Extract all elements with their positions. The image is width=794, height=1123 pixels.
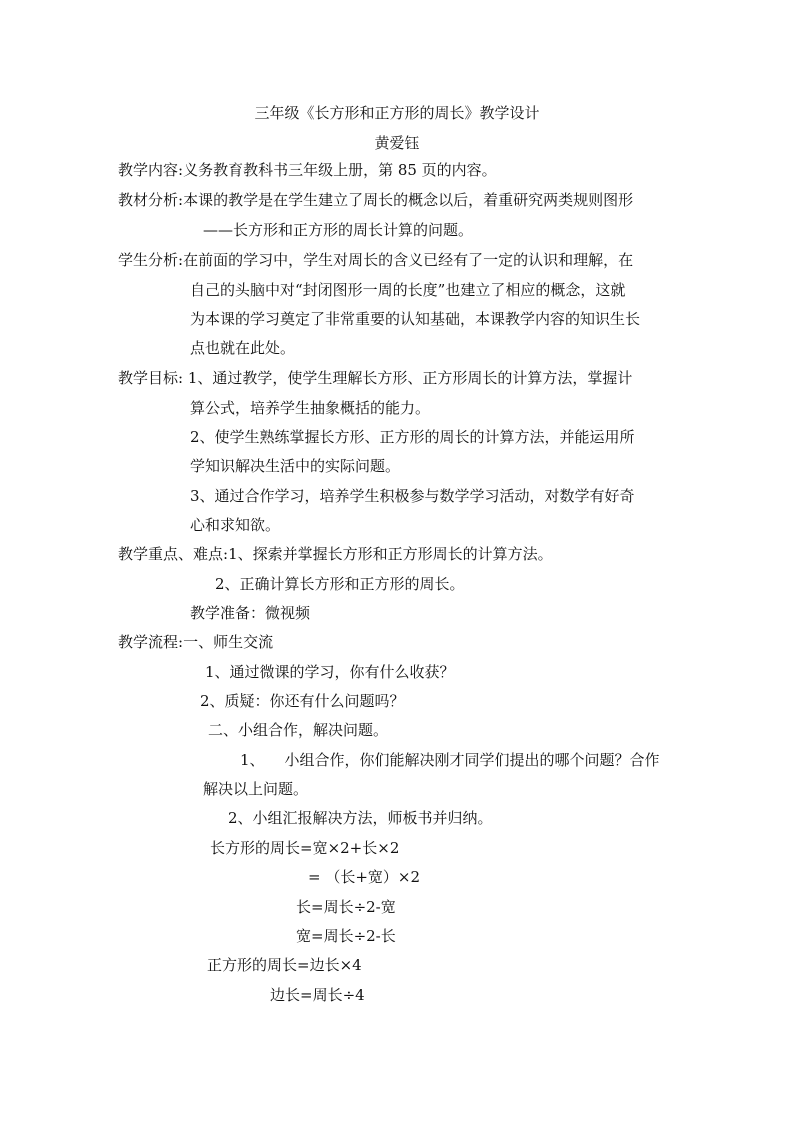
- teaching-content-text: 义务教育教科书三年级上册，第 85 页的内容。: [183, 161, 497, 179]
- formula-rect-perimeter: 长方形的周长=宽×2+长×2: [210, 839, 400, 857]
- process-s2-item1-number: 1、: [240, 751, 265, 769]
- process-s2-item1-line1: 小组合作，你们能解决刚才同学们提出的哪个问题？合作: [284, 751, 660, 769]
- process-s2-item1-row: [240, 750, 660, 770]
- teaching-content-label: 教学内容:: [118, 161, 184, 179]
- objective-3-line1: 3、通过合作学习，培养学生积极参与数学学习活动，对数学有好奇: [190, 487, 635, 505]
- key-point-1: 1、探索并掌握长方形和正方形周长的计算方法。: [228, 545, 553, 563]
- student-analysis-label: 学生分析:: [118, 251, 184, 269]
- process-s1-item2: 2、质疑：你还有什么问题吗？: [200, 692, 405, 710]
- student-analysis-line2: 自己的头脑中对“封闭图形一周的长度”也建立了相应的概念，这就: [190, 281, 626, 299]
- key-point-2: 2、正确计算长方形和正方形的周长。: [215, 575, 465, 593]
- process-s2-item1-line2: 解决以上问题。: [203, 780, 309, 798]
- document-title: 三年级《长方形和正方形的周长》教学设计: [254, 104, 540, 122]
- formula-rect-perimeter-alt: = （长+宽）×2: [308, 868, 421, 886]
- objective-1-line1: 1、通过教学，使学生理解长方形、正方形周长的计算方法，掌握计: [183, 369, 633, 387]
- student-analysis-line1: 在前面的学习中，学生对周长的含义已经有了一定的认识和理解，在: [183, 251, 634, 269]
- material-analysis-label: 教材分析:: [118, 191, 184, 209]
- process-row: [118, 632, 273, 652]
- teaching-content-row: [118, 160, 497, 180]
- process-section-2: 二、小组合作，解决问题。: [208, 721, 389, 739]
- material-analysis-row: [118, 190, 633, 210]
- objective-1-line2: 算公式，培养学生抽象概括的能力。: [190, 399, 431, 417]
- preparation: 教学准备：微视频: [190, 604, 311, 622]
- student-analysis-line3: 为本课的学习奠定了非常重要的认知基础，本课教学内容的知识生长: [190, 310, 641, 328]
- student-analysis-row: [118, 250, 633, 270]
- process-s1-item1: 1、通过微课的学习，你有什么收获？: [205, 663, 455, 681]
- material-analysis-line2: ——长方形和正方形的周长计算的问题。: [203, 221, 474, 239]
- objectives-row: [118, 368, 632, 388]
- key-points-label: 教学重点、难点:: [118, 545, 229, 563]
- objective-2-line1: 2、使学生熟练掌握长方形、正方形的周长的计算方法，并能运用所: [190, 428, 635, 446]
- formula-square-side: 边长=周长÷4: [270, 986, 365, 1004]
- student-analysis-line4: 点也就在此处。: [190, 339, 296, 357]
- author-name: 黄爱钰: [374, 134, 420, 152]
- formula-rect-length: 长=周长÷2-宽: [296, 898, 396, 916]
- process-s2-item2: 2、小组汇报解决方法，师板书并归纳。: [228, 809, 493, 827]
- objective-3-line2: 心和求知欲。: [190, 516, 281, 534]
- objectives-label: 教学目标:: [118, 369, 184, 387]
- formula-square-perimeter: 正方形的周长=边长×4: [207, 956, 362, 974]
- process-section-1: 一、师生交流: [183, 633, 274, 651]
- process-label: 教学流程:: [118, 633, 184, 651]
- objective-2-line2: 学知识解决生活中的实际问题。: [190, 457, 401, 475]
- formula-rect-width: 宽=周长÷2-长: [296, 927, 396, 945]
- material-analysis-line1: 本课的教学是在学生建立了周长的概念以后，着重研究两类规则图形: [183, 191, 634, 209]
- key-points-row: [118, 544, 553, 564]
